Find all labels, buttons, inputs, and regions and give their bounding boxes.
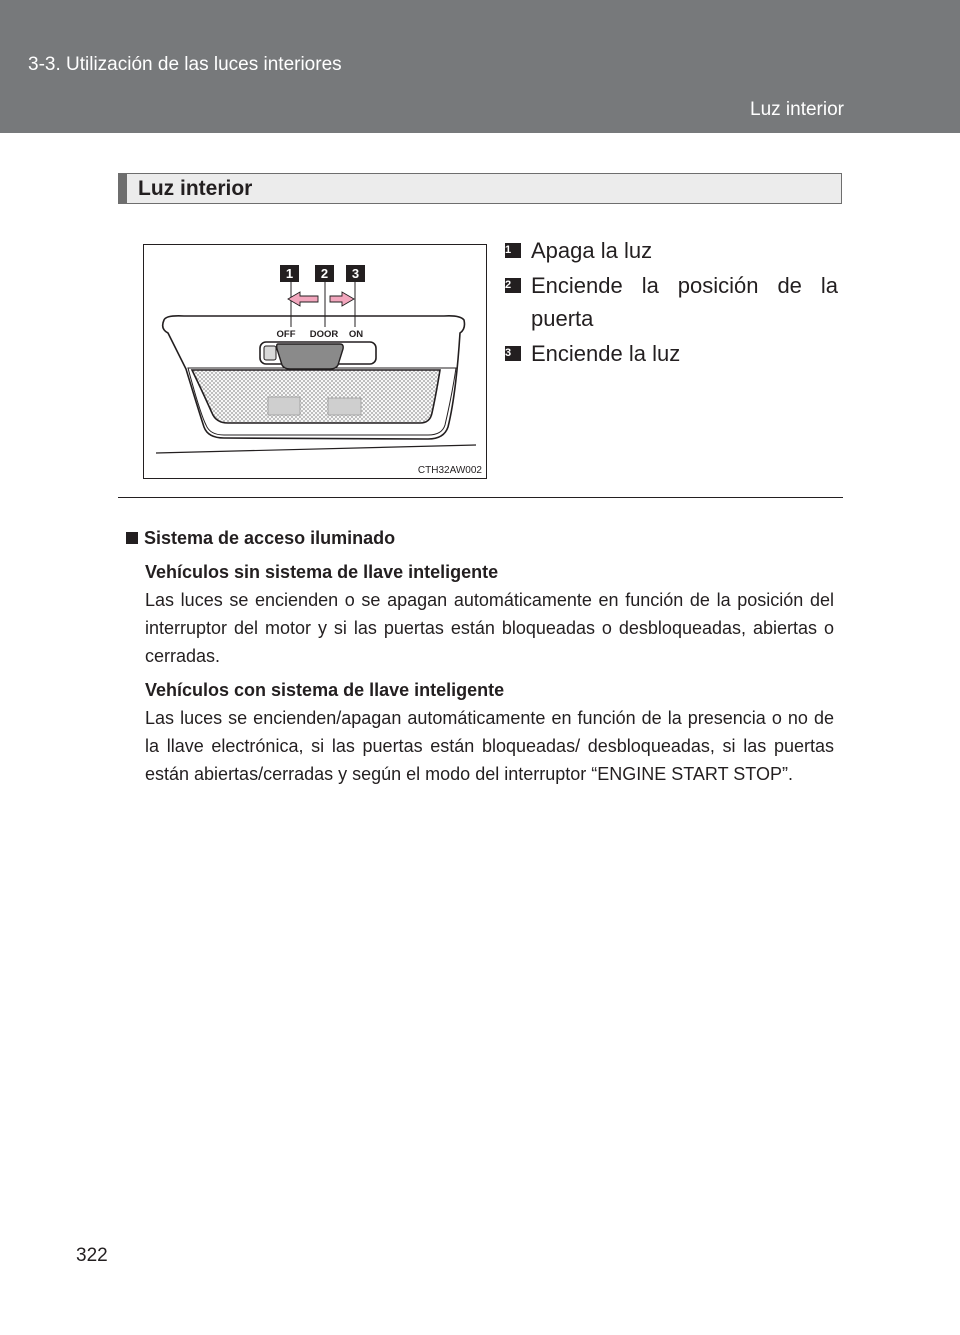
note-heading-text: Sistema de acceso iluminado (144, 528, 396, 548)
section-heading: Luz interior (138, 177, 253, 200)
note-item-without-smart-key (126, 558, 834, 670)
section-heading-bar (118, 173, 842, 204)
section-title: 3-3. Utilización de las luces interiores (28, 54, 342, 75)
light-lens (192, 370, 440, 423)
page-header (0, 0, 960, 133)
legend-text-2: Enciende la posición de la puerta (531, 273, 838, 331)
note-item-with-smart-key (126, 676, 834, 788)
interior-light-illustration (144, 245, 486, 478)
bulb-window-right (328, 398, 361, 415)
arrow-left-icon (288, 292, 318, 306)
legend-item-off (505, 234, 838, 267)
switch-label-off: OFF (276, 329, 296, 340)
interior-light-figure (143, 244, 487, 479)
callout-number-2: 2 (320, 266, 329, 281)
section-divider (118, 497, 843, 498)
legend-item-door (505, 269, 838, 335)
subsection-title: Luz interior (750, 99, 844, 120)
arrow-right-icon (330, 292, 354, 306)
switch-knob[interactable] (277, 344, 344, 369)
legend-number-3: 3 (505, 346, 521, 361)
square-bullet-icon (126, 532, 138, 544)
page-number: 322 (76, 1245, 108, 1266)
note-heading (126, 524, 834, 552)
callout-number-3: 3 (351, 266, 360, 281)
legend-number-2: 2 (505, 278, 521, 293)
figure-legend (505, 234, 838, 370)
notes-section (126, 524, 834, 788)
heading-accent (118, 174, 127, 203)
note-item-text: Las luces se encienden o se apagan automáticamente en función de la posición del interruptor del motor y si las puertas están bloqueadas o desbloqueadas, abiertas o cerradas. (145, 590, 834, 666)
note-item-title: Vehículos con sistema de llave inteligente (145, 680, 505, 700)
ceiling-line (156, 445, 476, 453)
note-item-title: Vehículos sin sistema de llave inteligente (145, 562, 499, 582)
legend-item-on (505, 337, 838, 370)
legend-text-3: Enciende la luz (531, 341, 681, 366)
bulb-window-left (268, 397, 300, 415)
legend-number-1: 1 (505, 243, 521, 258)
switch-slot (264, 346, 276, 360)
switch-label-on: ON (348, 329, 364, 340)
figure-code: CTH32AW002 (417, 465, 482, 476)
callout-number-1: 1 (285, 266, 294, 281)
switch-label-door: DOOR (309, 329, 339, 340)
note-item-text: Las luces se encienden/apagan automáticamente en función de la presencia o no de la llave electrónica, si las puertas están bloqueadas/ desbloqueadas, si las puertas están abiertas/cerradas y según el modo del interruptor “ENGINE START STOP”. (145, 708, 834, 784)
legend-text-1: Apaga la luz (531, 238, 653, 263)
